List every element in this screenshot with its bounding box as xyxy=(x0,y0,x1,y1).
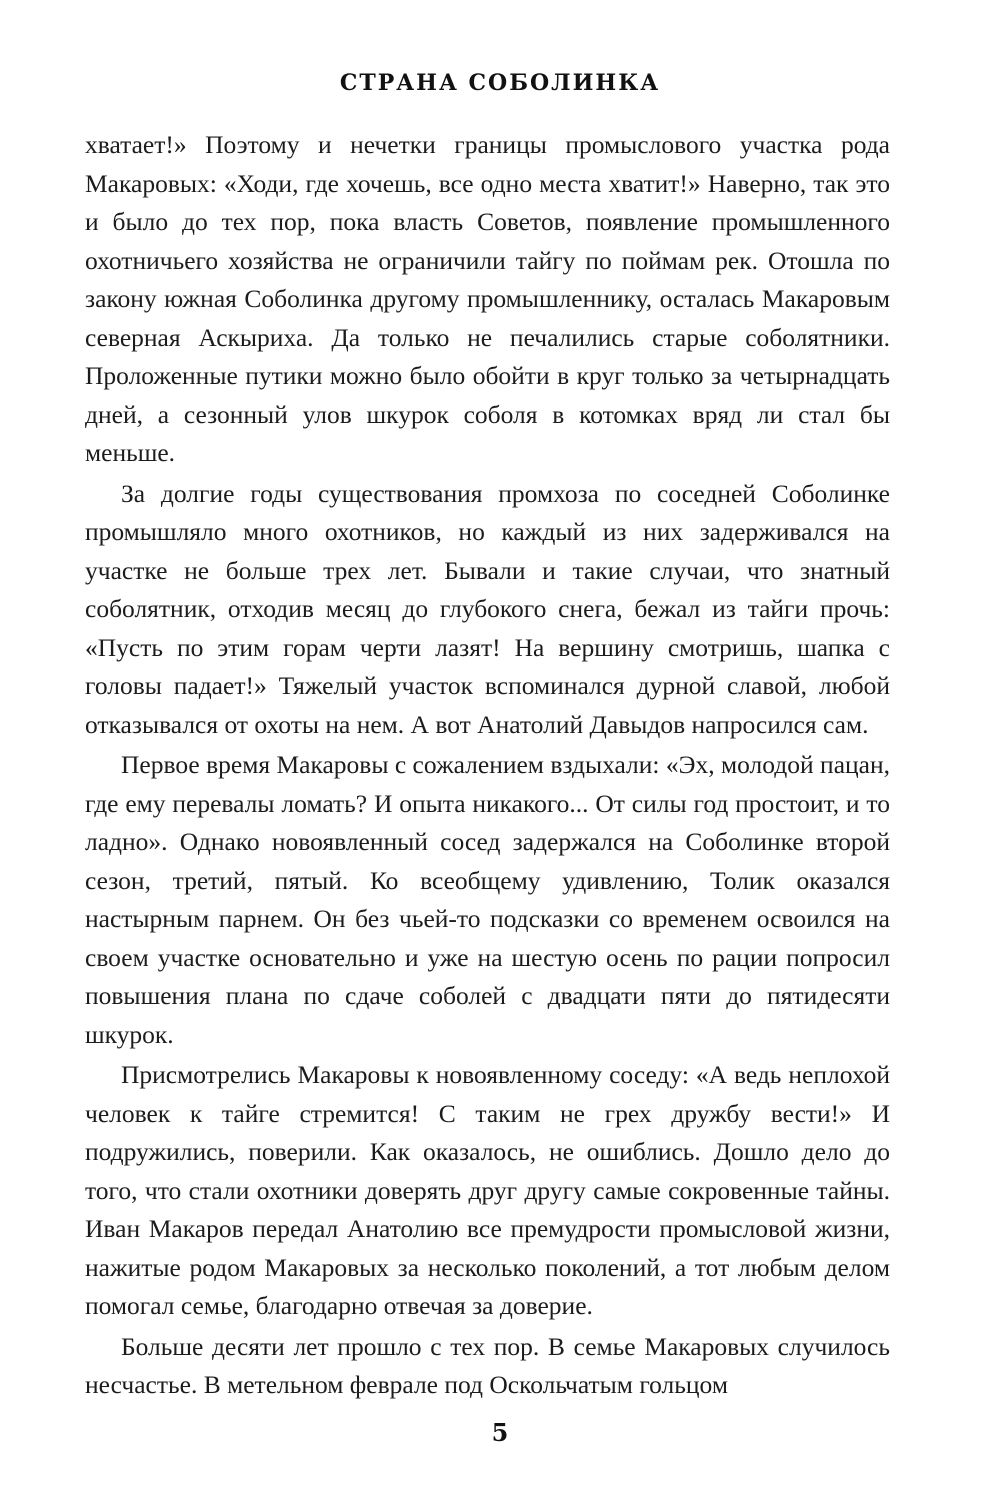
paragraph: Больше десяти лет прошло с тех пор. В семье Макаровых случилось несчастье. В метельном феврале под Оскольчатым гольцом xyxy=(85,1331,890,1399)
paragraph: За долгие годы существования промхоза по соседней Соболинке промышляло много охотников, но каждый из них задерживался на участке не больше трех лет. Бывали и такие случаи, что знатный соболятник, отходив месяц до глубокого снега, бежал из тайги прочь: «Пусть по этим горам черти лазят! На вершину смотришь, шапка с головы падает!» Тяжелый участок вспоминался дурной славой, любой отказывался от охоты на нем. А вот Анатолий Давыдов напросился сам. xyxy=(85,478,890,739)
running-head: СТРАНА СОБОЛИНКА xyxy=(339,70,661,96)
body-text xyxy=(85,126,890,1407)
paragraph: Присмотрелись Макаровы к новоявленному соседу: «А ведь неплохой человек к тайге стремится! С таким не грех дружбу вести!» И подружились, поверили. Как оказалось, не ошиблись. Дошло дело до того, что стали охотники доверять друг другу самые сокровенные тайны. Иван Макаров передал Анатолию все премудрости промысловой жизни, нажитые родом Макаровых за несколько поколений, а тот любым делом помогал семье, благодарно отвечая за доверие. xyxy=(85,1060,890,1320)
page-number: 5 xyxy=(491,1418,509,1447)
paragraph: Первое время Макаровы с сожалением вздыхали: «Эх, молодой пацан, где ему перевалы ломать? И опыта никакого... От силы год простоит, и то ладно». Однако новоявленный сосед задержался на Соболинке второй сезон, третий, пятый. Ко всеобщему удивлению, Толик оказался настырным парнем. Он без чьей-то подсказки со временем освоился на своем участке основательно и уже на шестую осень по рации попросил повышения плана по сдаче соболей с двадцати пяти до пятидесяти шкурок. xyxy=(85,750,890,1049)
paragraph: хватает!» Поэтому и нечетки границы промыслового участка рода Макаровых: «Ходи, где хочешь, все одно места хватит!» Наверно, так это и было до тех пор, пока власть Советов, появление промышленного охотничьего хозяйства не ограничили тайгу по поймам рек. Отошла по закону южная Соболинка другому промышленнику, осталась Макаровым северная Аскыриха. Да только не печалились старые соболятники. Проложенные путики можно было обойти в круг только за четырнадцать дней, а сезонный улов шкурок соболя в котомках вряд ли стал бы меньше. xyxy=(85,130,890,467)
